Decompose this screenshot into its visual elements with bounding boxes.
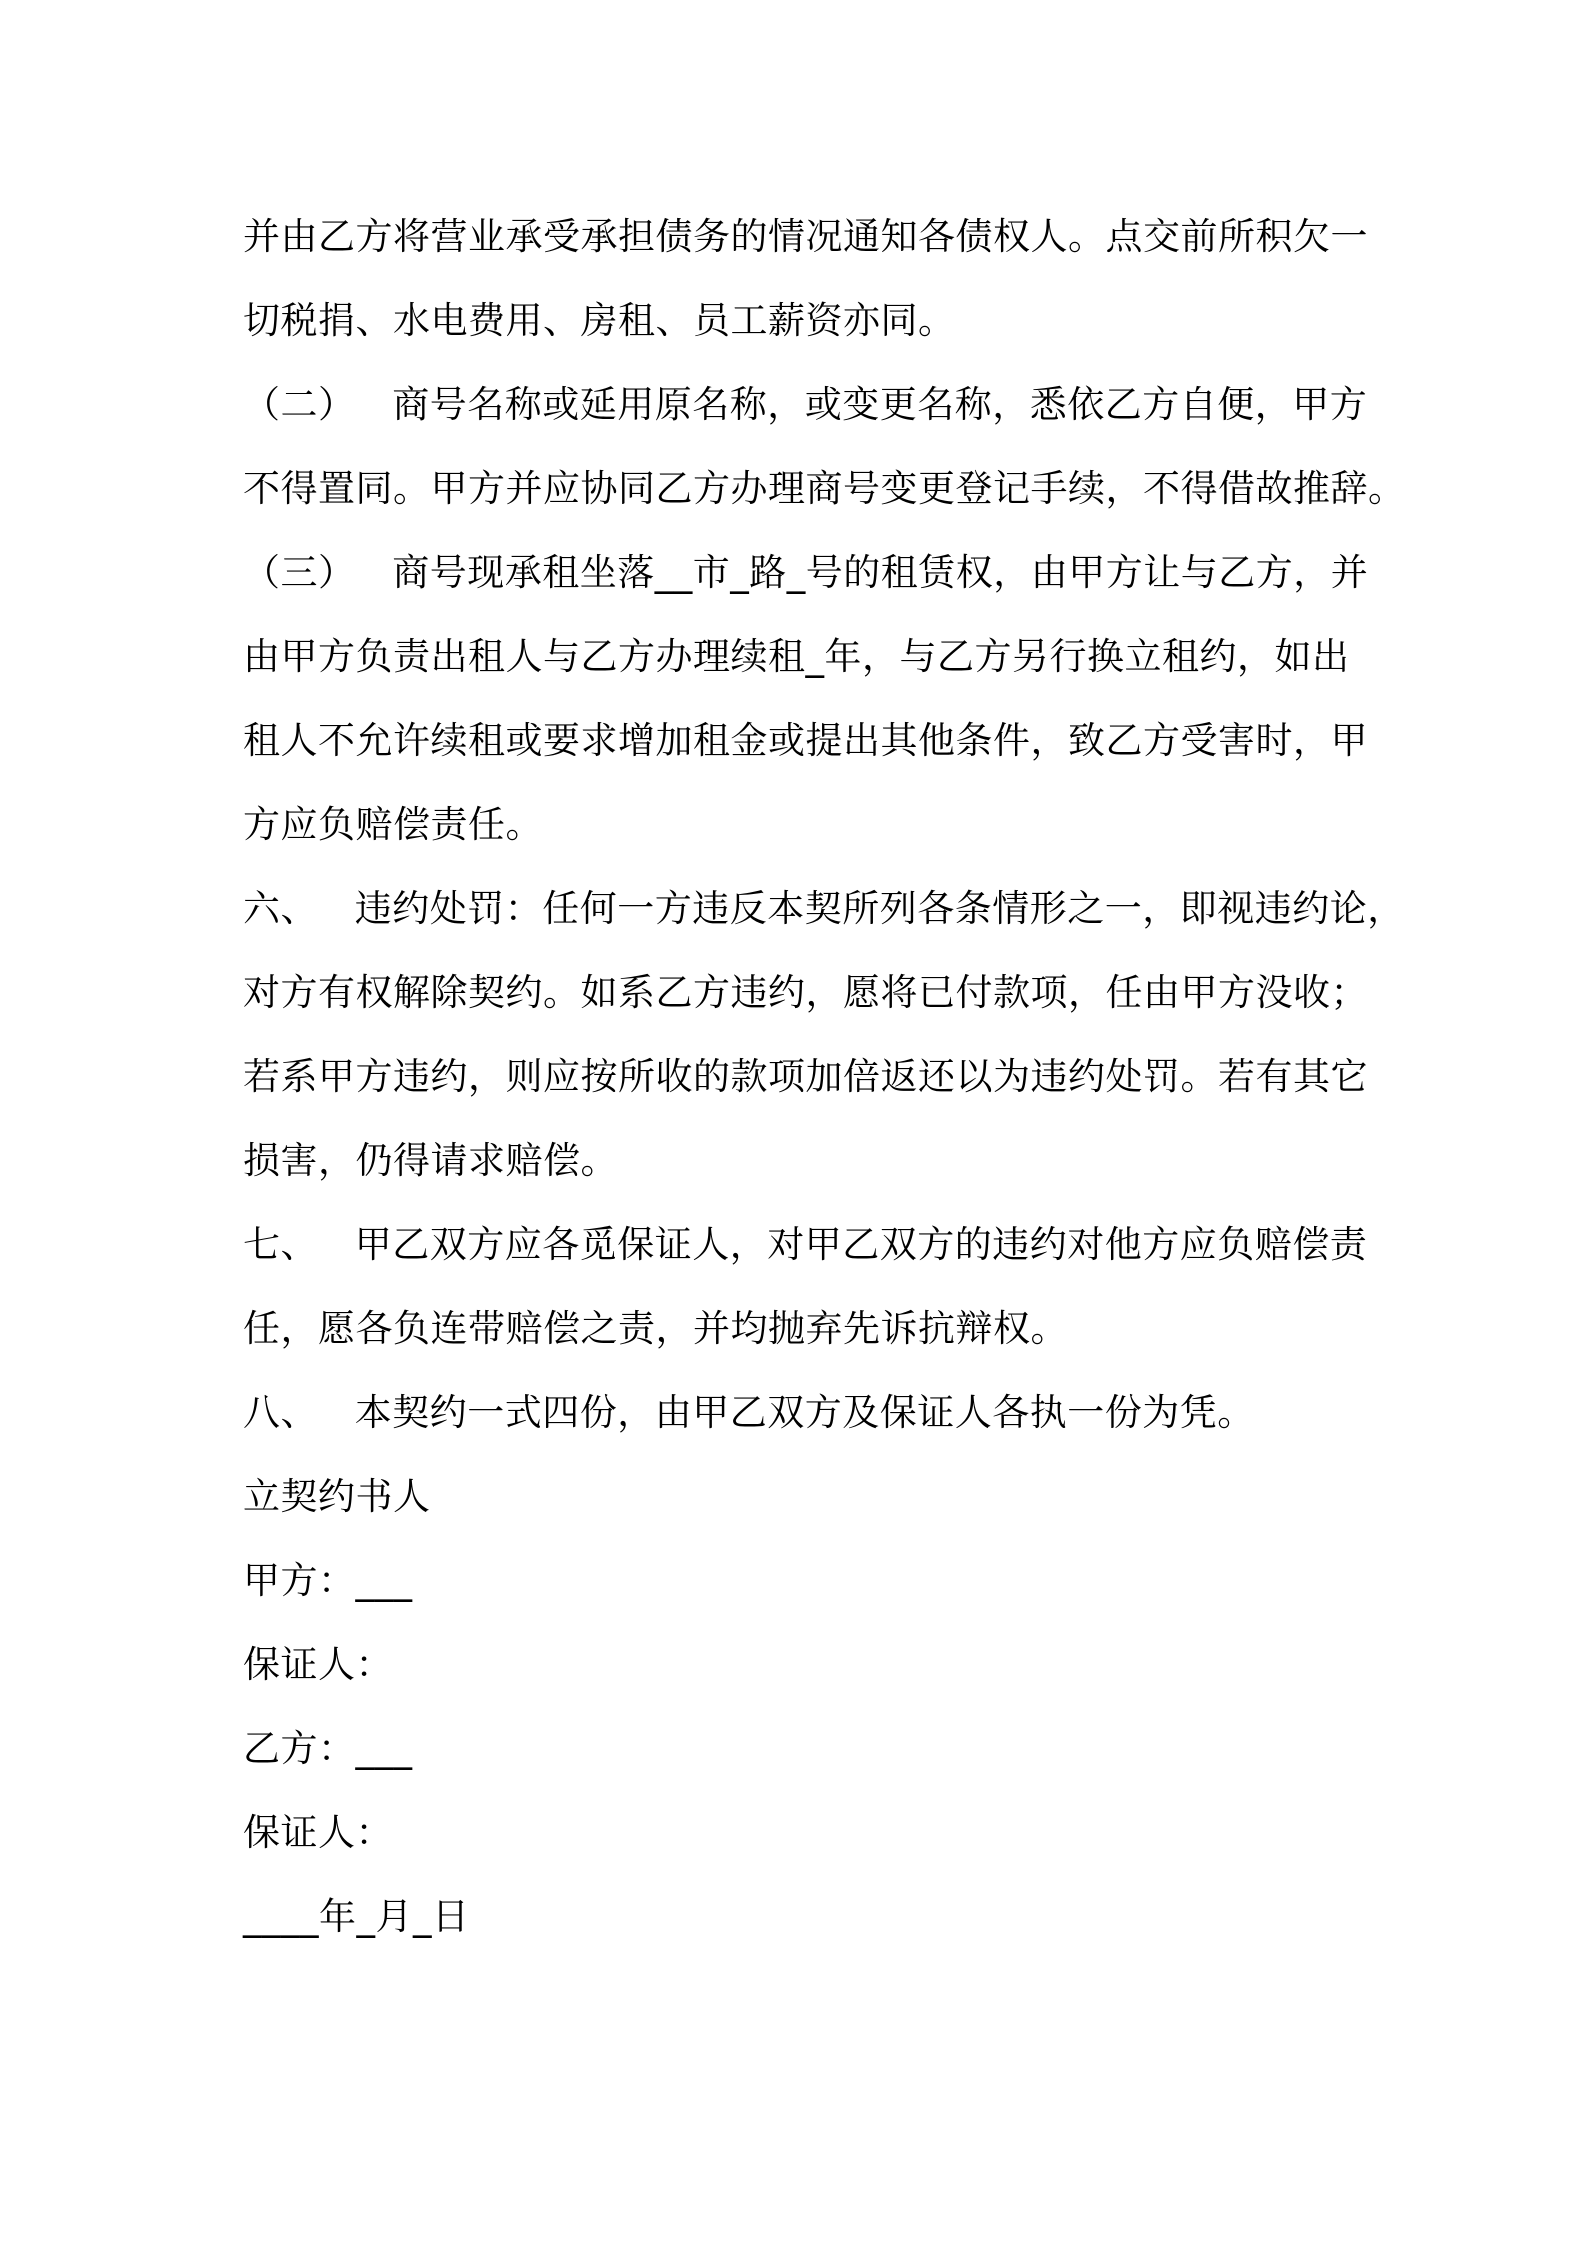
text-line: 并由乙方将营业承受承担债务的情况通知各债权人。点交前所积欠一: [243, 215, 1368, 258]
date-field: ____年_月_日: [243, 1895, 470, 1938]
clause-three-line: （三） 商号现承租坐落__市_路_号的租赁权，由甲方让与乙方，并: [243, 551, 1369, 594]
guarantor-a-field: 保证人：: [243, 1643, 393, 1686]
section-seven-line: 七、 甲乙双方应各觅保证人，对甲乙双方的违约对他方应负赔偿责: [243, 1223, 1368, 1266]
party-a-field: 甲方：___: [243, 1559, 413, 1602]
guarantor-b-field: 保证人：: [243, 1811, 393, 1854]
text-line: 不得置同。甲方并应协同乙方办理商号变更登记手续，不得借故推辞。: [243, 467, 1406, 510]
clause-two-line: （二） 商号名称或延用原名称，或变更名称，悉依乙方自便，甲方: [243, 383, 1368, 426]
text-line: 方应负赔偿责任。: [243, 803, 543, 846]
document-body: [243, 195, 1406, 1959]
signatory-heading: 立契约书人: [243, 1475, 431, 1518]
text-line: 租人不允许续租或要求增加租金或提出其他条件，致乙方受害时，甲: [243, 719, 1368, 762]
text-line: 任，愿各负连带赔偿之责，并均抛弃先诉抗辩权。: [243, 1307, 1068, 1350]
text-line: 若系甲方违约，则应按所收的款项加倍返还以为违约处罚。若有其它: [243, 1055, 1368, 1098]
text-line: 对方有权解除契约。如系乙方违约，愿将已付款项，任由甲方没收；: [243, 971, 1368, 1014]
text-line: 切税捐、水电费用、房租、员工薪资亦同。: [243, 299, 956, 342]
party-b-field: 乙方：___: [243, 1727, 413, 1770]
section-six-line: 六、 违约处罚：任何一方违反本契所列各条情形之一，即视违约论，: [243, 887, 1405, 930]
section-eight-line: 八、 本契约一式四份，由甲乙双方及保证人各执一份为凭。: [243, 1391, 1255, 1434]
text-line: 损害，仍得请求赔偿。: [243, 1139, 618, 1182]
text-line: 由甲方负责出租人与乙方办理续租_年，与乙方另行换立租约，如出: [243, 635, 1350, 678]
